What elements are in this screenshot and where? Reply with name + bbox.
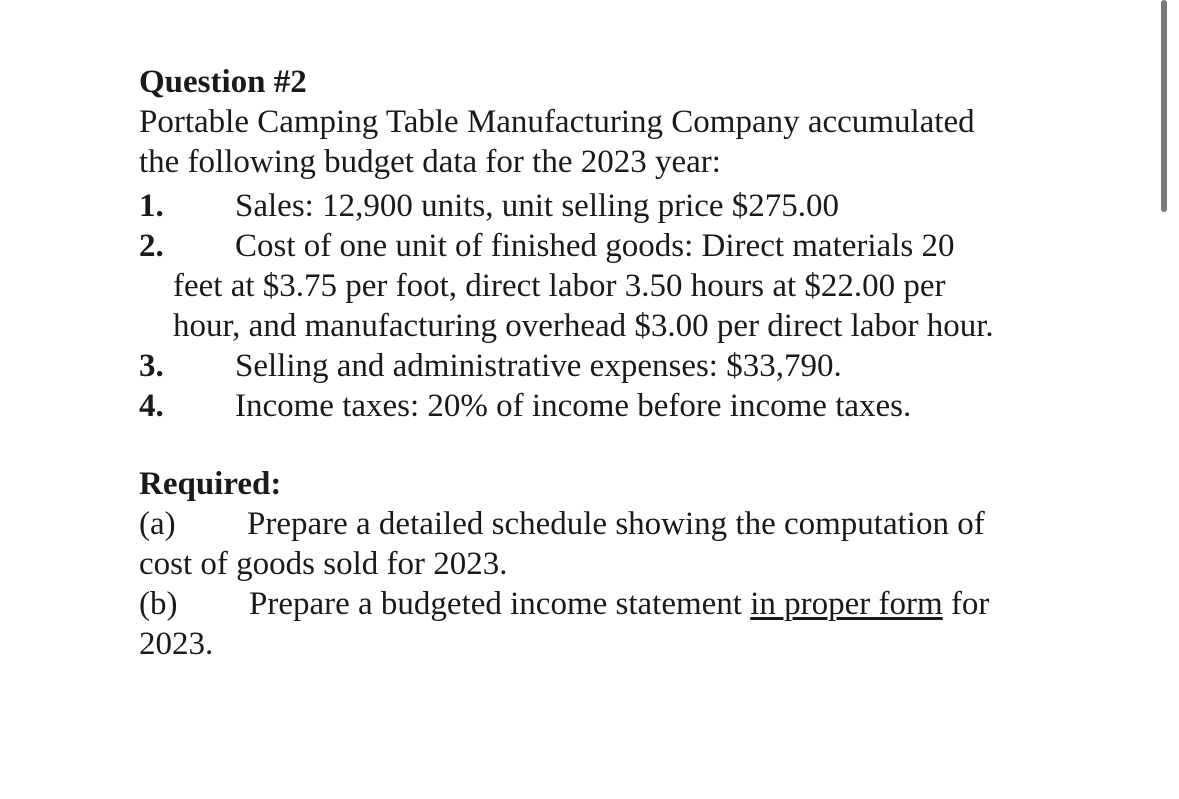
item-text: Cost of one unit of finished goods: Direct materials 20 xyxy=(235,228,955,264)
list-item-3 xyxy=(139,346,1059,386)
required-a-line-1 xyxy=(139,504,1059,544)
required-a-letter: (a) xyxy=(139,506,176,542)
required-b-text-end: for xyxy=(942,586,990,622)
item-number: 4. xyxy=(139,388,164,424)
list-item-1 xyxy=(139,186,1059,226)
item-text: Sales: 12,900 units, unit selling price $275.00 xyxy=(235,188,840,224)
item-text: Selling and administrative expenses: $33,790. xyxy=(235,348,842,384)
intro-line-2: the following budget data for the 2023 year: xyxy=(139,144,721,180)
item-text-continued: hour, and manufacturing overhead $3.00 per direct labor hour. xyxy=(173,308,994,344)
budget-data-list xyxy=(139,186,1059,426)
item-number: 1. xyxy=(139,188,164,224)
intro-line-1: Portable Camping Table Manufacturing Company accumulated xyxy=(139,104,975,140)
required-b-underlined: in proper form xyxy=(750,586,943,622)
item-number: 3. xyxy=(139,348,164,384)
scrollbar-thumb[interactable] xyxy=(1161,0,1167,212)
required-section xyxy=(139,464,1059,664)
item-text: Income taxes: 20% of income before income taxes. xyxy=(235,388,912,424)
required-heading: Required: xyxy=(139,466,282,502)
item-text-continued: feet at $3.75 per foot, direct labor 3.50 hours at $22.00 per xyxy=(173,268,946,304)
list-item-2 xyxy=(139,226,1059,346)
required-a-line-2: cost of goods sold for 2023. xyxy=(139,546,508,582)
required-b-line-2: 2023. xyxy=(139,626,214,662)
question-heading: Question #2 xyxy=(139,64,307,100)
document-body xyxy=(139,62,1059,664)
required-b-letter: (b) xyxy=(139,586,178,622)
required-a-text: Prepare a detailed schedule showing the computation of xyxy=(247,506,985,542)
required-b-line-1 xyxy=(139,584,1059,624)
item-number: 2. xyxy=(139,228,164,264)
required-b-text: Prepare a budgeted income statement xyxy=(249,586,751,622)
list-item-4 xyxy=(139,386,1059,426)
